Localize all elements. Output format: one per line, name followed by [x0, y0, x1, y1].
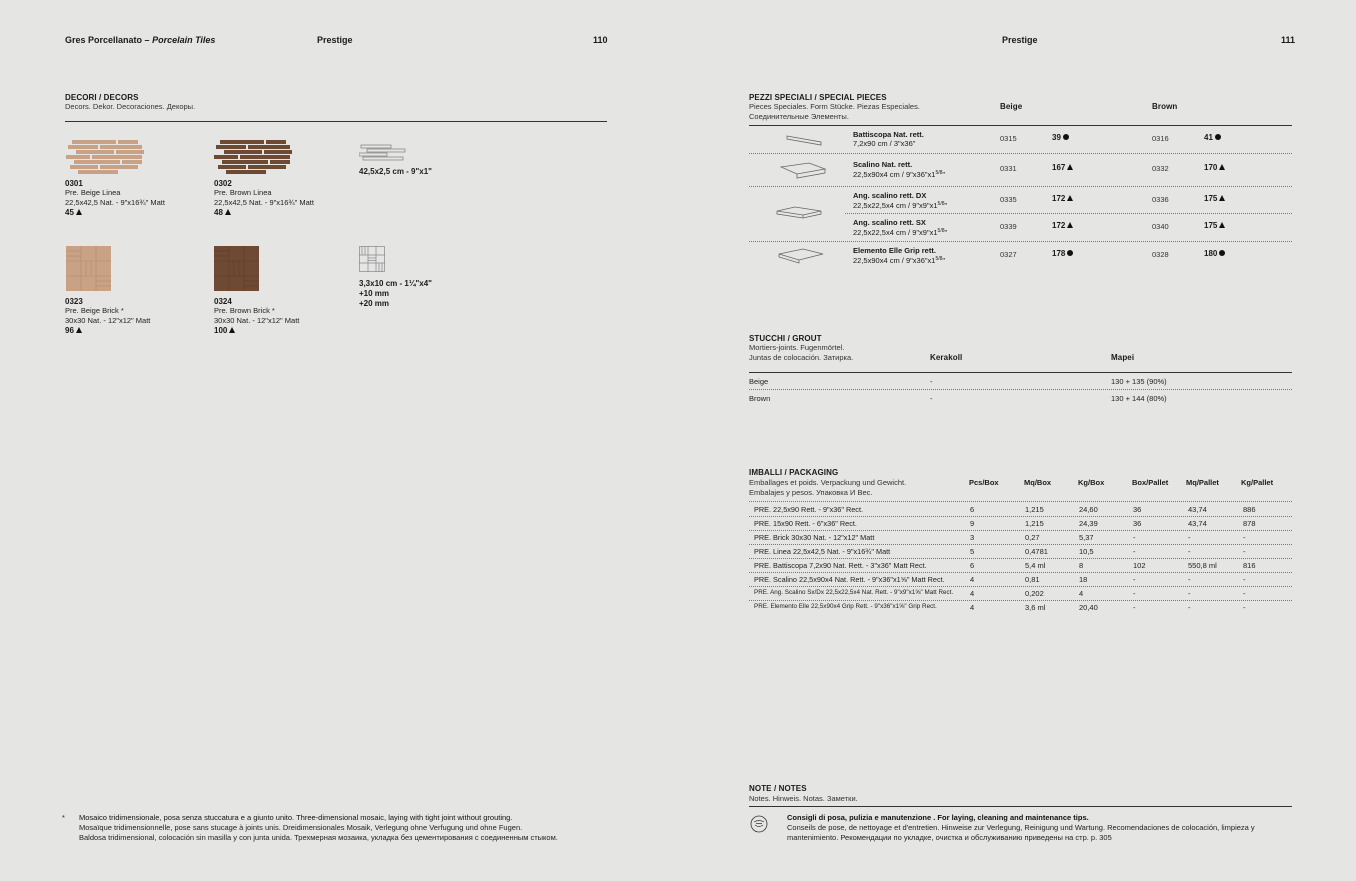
beige-code: 0339 — [1000, 222, 1017, 231]
notes-bold-line: Consigli di posa, pulizia e manutenzione . For laying, cleaning and maintenance tips. — [787, 813, 1089, 822]
footnote-star: * — [62, 813, 65, 822]
packaging-cell: 24,39 — [1079, 519, 1098, 528]
packaging-cell: - — [1188, 533, 1191, 542]
beige-price: 167 — [1052, 163, 1073, 172]
packaging-cell: 3 — [970, 533, 975, 542]
packaging-item: PRE. 22,5x90 Rett. - 9"x36" Rect. — [754, 505, 864, 514]
row-divider — [749, 389, 1292, 390]
packaging-cell: - — [1188, 547, 1191, 556]
table-row — [749, 573, 1292, 587]
footnote — [79, 813, 619, 843]
packaging-item: PRE. Ang. Scalino Sx/Dx 22,5x22,5x4 Nat. Rett. - 9"x9"x1⅝" Matt Rect. — [754, 589, 954, 596]
triangle-icon — [76, 209, 82, 215]
col-header-brown: Brown — [1152, 102, 1178, 111]
grout-kerakoll: - — [930, 377, 933, 386]
packaging-cell: 4 — [1079, 589, 1084, 598]
packaging-cell: 6 — [970, 561, 975, 570]
packaging-cell: 43,74 — [1188, 505, 1207, 514]
decors-title: DECORI / DECORS — [65, 93, 139, 102]
special-piece-name: Elemento Elle Grip rett. 22,5x90x4 cm / $9"x36"x1^{5/8}$" — [853, 246, 946, 265]
brick-format-label — [359, 279, 432, 309]
decor-size: 22,5x42,5 Nat. - 9"x16¾" Matt — [214, 198, 314, 207]
decor-code: 0302 — [214, 179, 232, 188]
decor-code: 0323 — [65, 297, 83, 306]
packaging-cell: 18 — [1079, 575, 1088, 584]
packaging-cell: - — [1243, 575, 1246, 584]
packaging-cell: 102 — [1133, 561, 1146, 570]
col-header-pcs-box: Pcs/Box — [969, 478, 999, 487]
triangle-icon — [76, 327, 82, 333]
packaging-item: PRE. 15x90 Rett. - 6"x36" Rect. — [754, 519, 857, 528]
decors-divider — [65, 121, 607, 122]
col-header-mapei: Mapei — [1111, 353, 1135, 362]
linea-format-icon — [359, 144, 407, 162]
packaging-cell: - — [1133, 589, 1136, 598]
decor-price: 96 — [65, 326, 150, 335]
decor-code: 0301 — [65, 179, 83, 188]
col-header-kg-box: Kg/Box — [1078, 478, 1105, 487]
col-header-box-pallet: Box/Pallet — [1132, 478, 1169, 487]
packaging-cell: 1,215 — [1025, 505, 1044, 514]
special-piece-name: Ang. scalino rett. DX 22,5x22,5x4 cm / $9"x9"x1^{5/8}$" — [853, 191, 948, 210]
packaging-cell: - — [1188, 575, 1191, 584]
triangle-icon — [1067, 222, 1073, 228]
beige-code: 0315 — [1000, 134, 1017, 143]
special-pieces-subtitle-2: Соединительные Элементы. — [749, 112, 849, 121]
decor-image-beige-linea — [66, 140, 146, 174]
notes-title: NOTE / NOTES — [749, 784, 807, 793]
triangle-icon — [1219, 164, 1225, 170]
packaging-cell: 5,37 — [1079, 533, 1094, 542]
triangle-icon — [1219, 195, 1225, 201]
col-header-kg-pallet: Kg/Pallet — [1241, 478, 1274, 487]
decors-subtitle: Decors. Dekor. Decoraciones. Декоры. — [65, 102, 196, 111]
grout-color: Beige — [749, 377, 769, 386]
special-piece-name: Ang. scalino rett. SX 22,5x22,5x4 cm / $9"x9"x1^{5/8}$" — [853, 218, 948, 237]
beige-code: 0335 — [1000, 195, 1017, 204]
table-row — [749, 503, 1292, 517]
grout-title: STUCCHI / GROUT — [749, 334, 822, 343]
row-divider — [749, 153, 1292, 154]
linea-format-label: 42,5x2,5 cm - 9"x1" — [359, 167, 432, 176]
packaging-item: PRE. Linea 22,5x42,5 Nat. - 9"x16¾" Matt — [754, 547, 891, 556]
decor-name: Pre. Beige Linea — [65, 188, 121, 197]
packaging-cell: - — [1243, 547, 1246, 556]
notes-line-2: Conseils de pose, de nettoyage et d'entretien. Hinweise zur Verlegung, Reinigung und Wartung. Recomendaciones de colocación, limpieza y — [787, 823, 1255, 832]
decor-code: 0324 — [214, 297, 232, 306]
beige-price: 39 — [1052, 133, 1069, 142]
special-pieces-title: PEZZI SPECIALI / SPECIAL PIECES — [749, 93, 887, 102]
special-pieces-subtitle-1: Pieces Speciales. Form Stücke. Piezas Especiales. — [749, 102, 920, 111]
packaging-cell: - — [1243, 603, 1246, 612]
decor-name: Pre. Brown Brick * — [214, 306, 275, 315]
decor-size: 30x30 Nat. - 12"x12" Matt — [214, 316, 300, 325]
special-piece-row — [749, 246, 1292, 274]
maintenance-icon — [750, 815, 768, 833]
decor-size: 30x30 Nat. - 12"x12" Matt — [65, 316, 151, 325]
decor-item-0302 — [214, 179, 314, 217]
packaging-cell: - — [1188, 603, 1191, 612]
brown-code: 0336 — [1152, 195, 1169, 204]
header-collection-left: Prestige — [317, 35, 353, 45]
col-header-mq-pallet: Mq/Pallet — [1186, 478, 1219, 487]
row-divider — [749, 186, 1292, 187]
triangle-icon — [1219, 222, 1225, 228]
header-brand: Gres Porcellanato – Porcelain Tiles — [65, 35, 216, 45]
decor-image-beige-brick — [66, 246, 111, 291]
grout-kerakoll: - — [930, 394, 933, 403]
decor-item-0323 — [65, 297, 150, 335]
packaging-cell: - — [1243, 533, 1246, 542]
brown-price: 175 — [1204, 194, 1225, 203]
packaging-cell: - — [1133, 575, 1136, 584]
table-row — [749, 545, 1292, 559]
beige-price: 172 — [1052, 221, 1073, 230]
triangle-icon — [225, 209, 231, 215]
brown-code: 0332 — [1152, 164, 1169, 173]
notes-subtitle: Notes. Hinweis. Notas. Заметки. — [749, 794, 858, 803]
brown-code: 0340 — [1152, 222, 1169, 231]
brown-code: 0328 — [1152, 250, 1169, 259]
decor-price: 100 — [214, 326, 299, 335]
decor-price: 48 — [214, 208, 314, 217]
col-header-kerakoll: Kerakoll — [930, 353, 963, 362]
brick-format-icon — [359, 246, 385, 272]
table-row — [749, 531, 1292, 545]
circle-icon — [1219, 250, 1225, 256]
packaging-cell: 4 — [970, 575, 975, 584]
packaging-cell: 6 — [970, 505, 975, 514]
packaging-cell: - — [1133, 603, 1136, 612]
header-collection-right: Prestige — [1002, 35, 1038, 45]
decor-image-brown-brick — [214, 246, 259, 291]
beige-price: 178 — [1052, 249, 1073, 258]
packaging-cell: 816 — [1243, 561, 1256, 570]
packaging-cell: 0,27 — [1025, 533, 1040, 542]
packaging-item: PRE. Battiscopa 7,2x90 Nat. Rett. - 3"x36" Matt Rect. — [754, 561, 927, 570]
table-row — [749, 517, 1292, 531]
brown-price: 175 — [1204, 221, 1225, 230]
grout-mapei: 130 + 135 (90%) — [1111, 377, 1167, 386]
col-header-beige: Beige — [1000, 102, 1023, 111]
packaging-cell: 43,74 — [1188, 519, 1207, 528]
packaging-cell: 20,40 — [1079, 603, 1098, 612]
beige-code: 0327 — [1000, 250, 1017, 259]
grout-subtitle-1: Mortiers-joints. Fugenmörtel. — [749, 343, 845, 352]
packaging-cell: 5,4 ml — [1025, 561, 1046, 570]
brown-price: 180 — [1204, 249, 1225, 258]
packaging-cell: 0,4781 — [1025, 547, 1048, 556]
packaging-cell: 886 — [1243, 505, 1256, 514]
packaging-cell: 10,5 — [1079, 547, 1094, 556]
packaging-cell: 1,215 — [1025, 519, 1044, 528]
packaging-cell: 24,60 — [1079, 505, 1098, 514]
notes-line-3: mantenimiento. Рекомендации по укладке, очистка и обслуживанию приведены на стр. p. 305 — [787, 833, 1112, 842]
table-row — [749, 559, 1292, 573]
table-row — [749, 587, 1292, 601]
decor-image-brown-linea — [214, 140, 294, 174]
packaging-cell: 0,202 — [1025, 589, 1044, 598]
beige-price: 172 — [1052, 194, 1073, 203]
packaging-item: PRE. Scalino 22,5x90x4 Nat. Rett. - 9"x36"x1⅝" Matt Rect. — [754, 575, 945, 584]
special-piece-name: Scalino Nat. rett. 22,5x90x4 cm / $9"x36"x1^{5/8}$" — [853, 160, 946, 179]
grout-subtitle-2: Juntas de colocación. Затирка. — [749, 353, 854, 362]
packaging-cell: 5 — [970, 547, 975, 556]
special-piece-row — [749, 160, 1292, 188]
packaging-cell: - — [1243, 589, 1246, 598]
triangle-icon — [1067, 164, 1073, 170]
brick-format-size: 3,3x10 cm - 1¼"x4" — [359, 279, 432, 288]
packaging-cell: 36 — [1133, 519, 1142, 528]
packaging-subtitle-2: Embalajes y pesos. Упаковка И Вес. — [749, 488, 873, 497]
triangle-icon — [1067, 195, 1073, 201]
notes-text — [787, 813, 1292, 843]
grout-mapei: 130 + 144 (80%) — [1111, 394, 1167, 403]
circle-icon — [1063, 134, 1069, 140]
brown-price: 170 — [1204, 163, 1225, 172]
packaging-cell: 0,81 — [1025, 575, 1040, 584]
decor-size: 22,5x42,5 Nat. - 9"x16¾" Matt — [65, 198, 165, 207]
row-divider — [749, 241, 1292, 242]
special-pieces-divider — [749, 125, 1292, 126]
packaging-cell: 878 — [1243, 519, 1256, 528]
packaging-cell: - — [1133, 533, 1136, 542]
packaging-cell: 4 — [970, 603, 975, 612]
footnote-line-3: Baldosa tridimensional, colocación sin masilla y con junta unida. Трехмерная мозаика, укладка без цементирования с соединенным стыком. — [79, 833, 558, 842]
notes-divider — [749, 806, 1292, 807]
decor-name: Pre. Beige Brick * — [65, 306, 124, 315]
packaging-subtitle-1: Emballages et poids. Verpackung und Gewicht. — [749, 478, 907, 487]
decor-item-0301 — [65, 179, 165, 217]
circle-icon — [1067, 250, 1073, 256]
decor-price: 45 — [65, 208, 165, 217]
packaging-title: IMBALLI / PACKAGING — [749, 468, 839, 477]
row-divider — [749, 501, 1292, 502]
packaging-item: PRE. Elemento Elle 22,5x90x4 Grip Rett. - 9"x36"x1⅝" Grip Rect. — [754, 603, 937, 610]
packaging-cell: 3,6 ml — [1025, 603, 1046, 612]
brick-format-thickness-2: +20 mm — [359, 299, 390, 308]
packaging-item: PRE. Brick 30x30 Nat. - 12"x12" Matt — [754, 533, 875, 542]
packaging-cell: - — [1133, 547, 1136, 556]
page-number-left: 110 — [593, 35, 608, 45]
col-header-mq-box: Mq/Box — [1024, 478, 1052, 487]
triangle-icon — [229, 327, 235, 333]
beige-code: 0331 — [1000, 164, 1017, 173]
packaging-cell: 36 — [1133, 505, 1142, 514]
grout-divider — [749, 372, 1292, 373]
page-number-right: 111 — [1281, 35, 1296, 45]
footnote-line-2: Mosaïque tridimensionnelle, pose sans stucage à joints unis. Dreidimensionales Mosaik, Verlegung ohne Verfugung und ohne Fugen. — [79, 823, 523, 832]
circle-icon — [1215, 134, 1221, 140]
brown-code: 0316 — [1152, 134, 1169, 143]
decor-item-0324 — [214, 297, 299, 335]
packaging-cell: 9 — [970, 519, 975, 528]
brown-price: 41 — [1204, 133, 1221, 142]
table-row — [749, 601, 1292, 615]
special-piece-name: Battiscopa Nat. rett. 7,2x90 cm / 3"x36" — [853, 130, 924, 148]
special-piece-row — [749, 191, 1292, 219]
packaging-cell: 4 — [970, 589, 975, 598]
footnote-line-1: Mosaico tridimensionale, posa senza stuccatura e a giunto unito. Three-dimensional mosaic, laying with tight joint without grouting. — [79, 813, 513, 822]
row-divider — [845, 213, 1292, 214]
decor-name: Pre. Brown Linea — [214, 188, 272, 197]
packaging-cell: - — [1188, 589, 1191, 598]
packaging-cell: 8 — [1079, 561, 1084, 570]
grout-color: Brown — [749, 394, 771, 403]
packaging-cell: 550,8 ml — [1188, 561, 1217, 570]
brick-format-thickness-1: +10 mm — [359, 289, 390, 298]
